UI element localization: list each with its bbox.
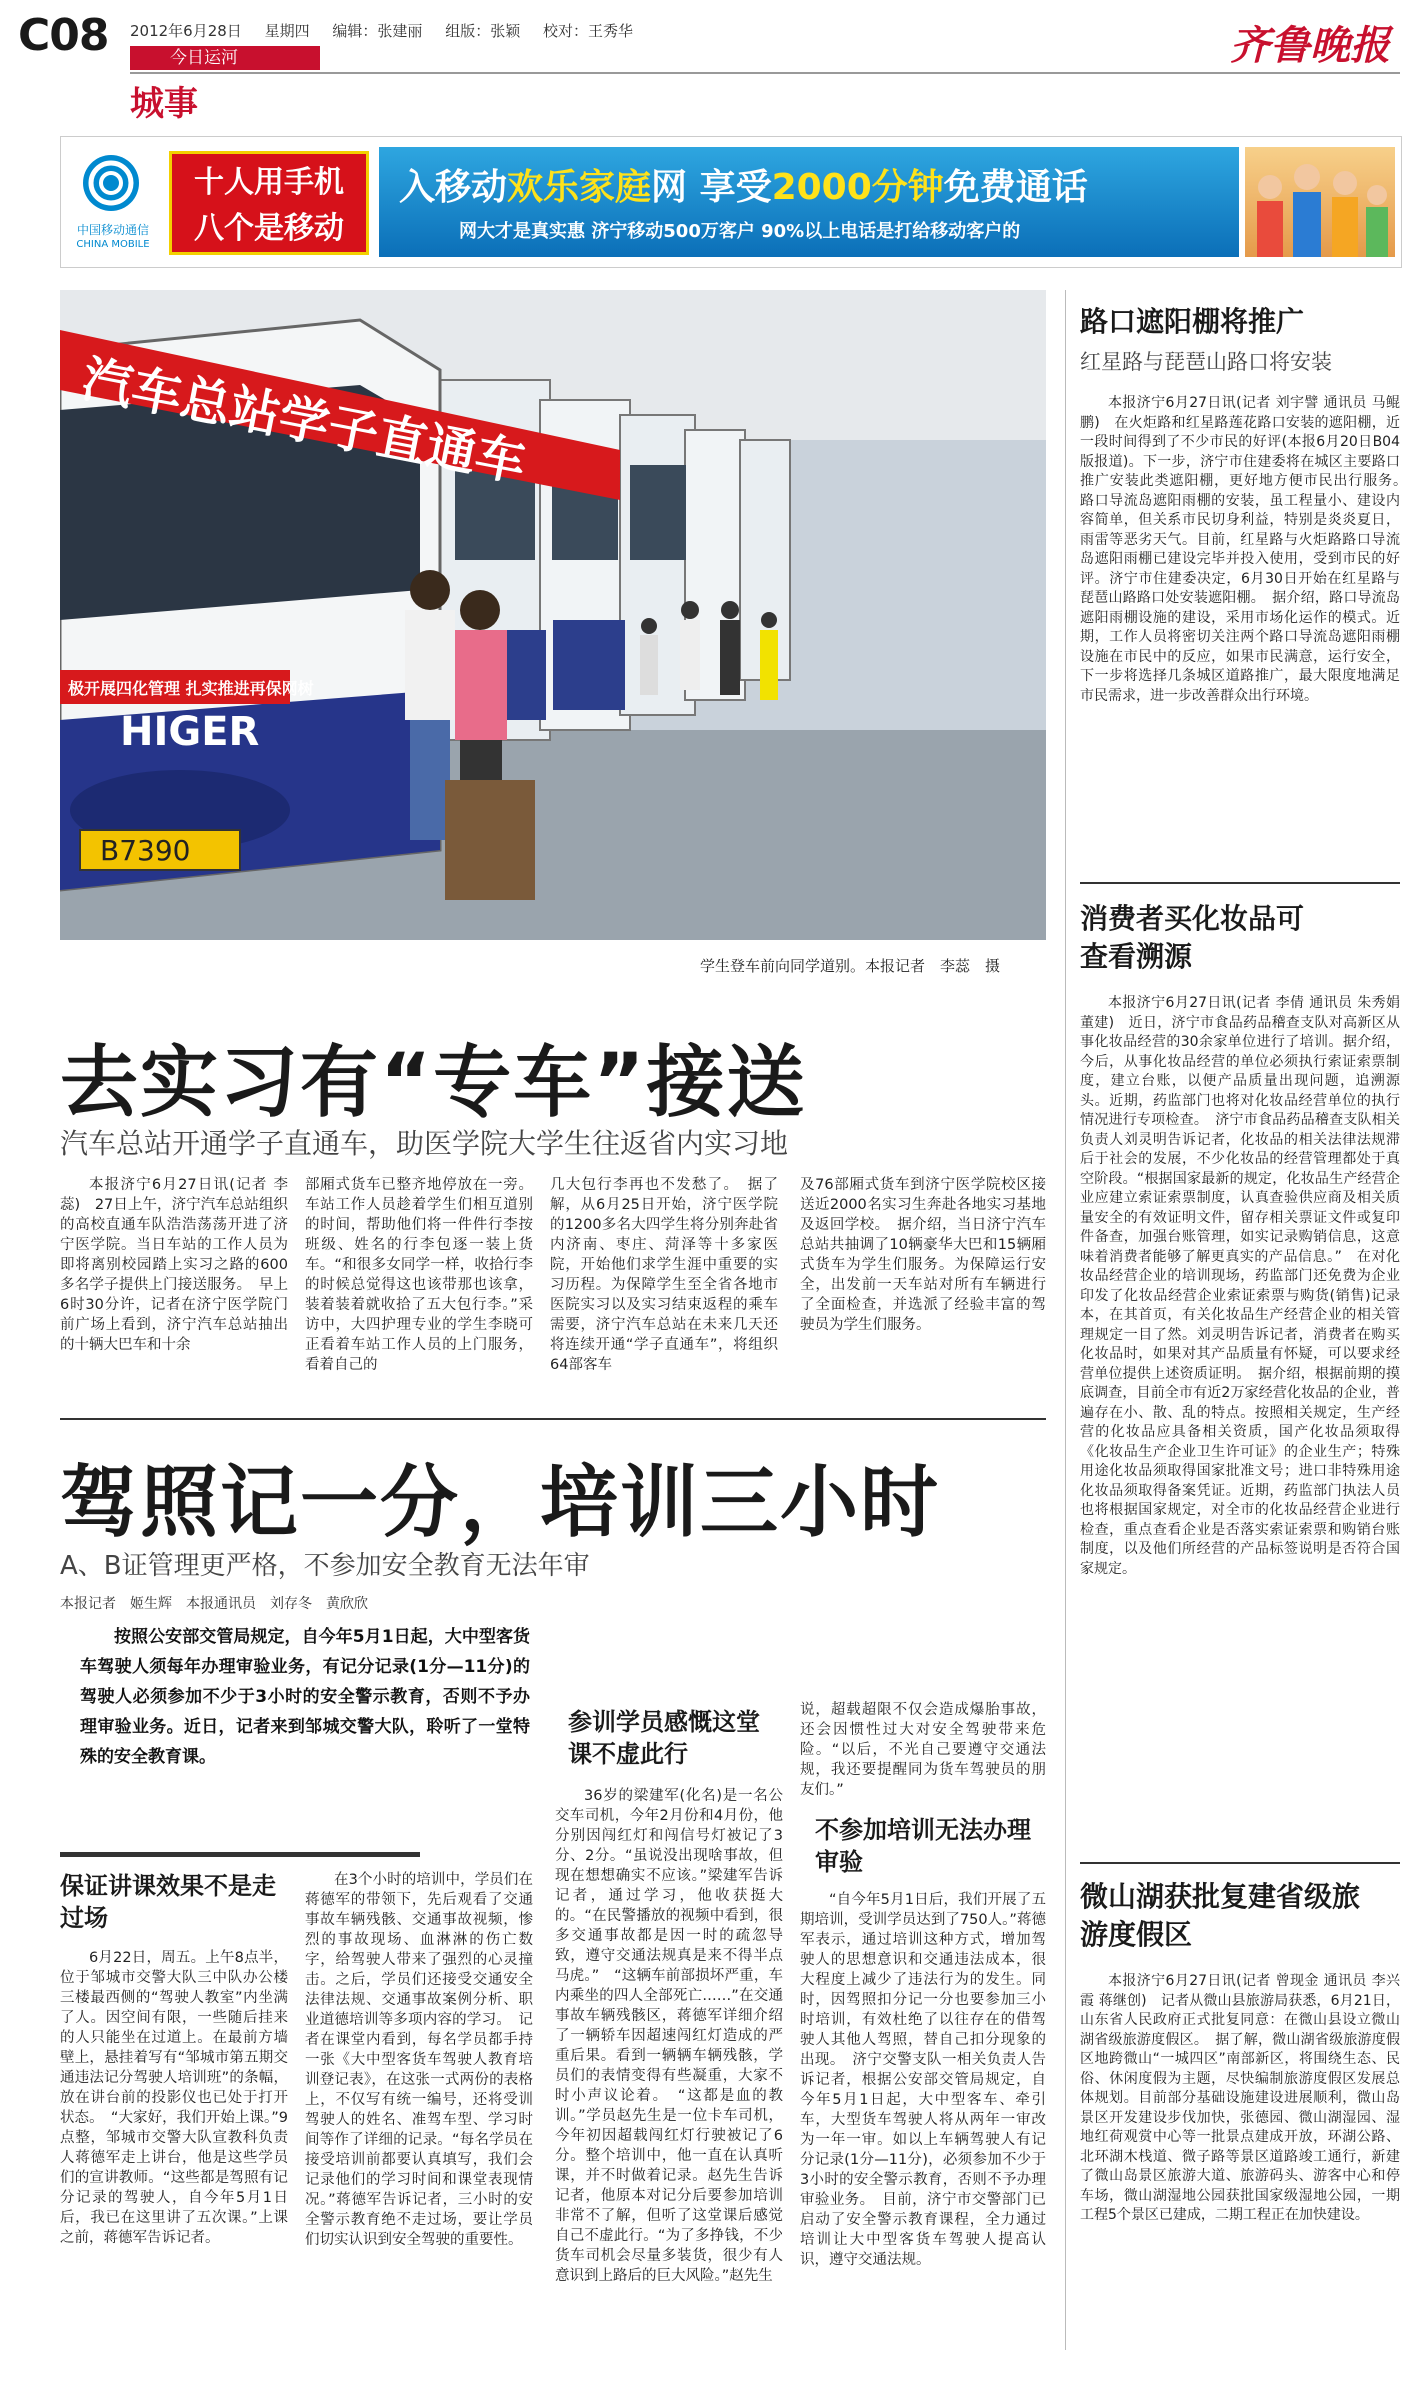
side-story-3 xyxy=(1080,1878,1400,2226)
story2-c4b-text: “自今年5月1日后，我们开展了五期培训，受训学员达到了750人。”蒋德军表示，通过培训这种方式，增加驾驶人的思想意识和交通违法成本，很大程度上减少了违法行为的发生。同时，因驾照扣分记一分也要参加三小时培训，有效杜绝了以往存在的借驾驶人其他人驾照，替自己扣分现象的出现。 济宁交警支队一相关负责人告诉记者，根据公安部交管局规定，自今年5月1日起，大中型客车、牵引车，大型货车驾驶人将从两年一审改为一年一审。如以上车辆驾驶人有记分记录(1分—11分)，必须参加不少于3小时的安全警示教育，否则不予办理审验业务。 目前，济宁市交警部门已启动了安全警示教育课程，全力通过培训让大中型客货车驾驶人提高认识，遵守交通法规。 xyxy=(800,1892,1046,2268)
ad-slogan xyxy=(169,151,369,255)
story1-col4-text: 及76部厢式货车到济宁医学院校区接送近2000名实习生奔赴各地实习基地及返回学校。 据介绍，当日济宁汽车总站共抽调了10辆豪华大巴和15辆厢式货车为学生们服务。为保障运行安全，出发前一天车站对所有车辆进行了全面检查，并选派了经验丰富的驾驶员为学生们服务。 xyxy=(800,1177,1046,1333)
story1-column-3 xyxy=(550,1175,778,1375)
story2-column-4a xyxy=(800,1700,1046,1800)
editor-credit: 编辑：张建丽 xyxy=(332,22,423,40)
story1-column-1 xyxy=(60,1175,288,1355)
ad-headline-pre: 入移动 xyxy=(399,167,508,208)
ad-headline-post: 免费通话 xyxy=(943,167,1088,208)
side1-title: 路口遮阳棚将推广 xyxy=(1080,305,1305,338)
sidebar-divider xyxy=(1065,290,1066,2350)
ad-family-image xyxy=(1245,147,1395,257)
bus-brand-logo: HIGER xyxy=(120,709,260,755)
header-rule xyxy=(130,72,1400,74)
layout-credit: 组版：张颖 xyxy=(445,22,521,40)
issue-weekday: 星期四 xyxy=(264,22,310,40)
story1-column-2 xyxy=(305,1175,533,1375)
ad-slogan-line2: 八个是移动 xyxy=(194,211,344,246)
story2-c2-text: 在3个小时的培训中，学员们在蒋德军的带领下，先后观看了交通事故车辆残骸、交通事故视频，惨烈的事故现场、血淋淋的伤亡数字，给驾驶人带来了强烈的心灵撞击。之后，学员们还接受交通安全法律法规、交通事故案例分析、职业道德培训等多项内容的学习。 记者在课堂内看到，每名学员都手持一张《大中型客货车驾驶人教育培训登记表》，在这张一式两份的表格上，不仅写有统一编号，还将受训驾驶人的姓名、准驾车型、学习时间等作了详细的记录。“每名学员在接受培训前都要认真填写，我们会记录他们的学习时间和课堂表现情况。”蒋德军告诉记者，三小时的安全警示教育绝不走过场，要让学员们切实认识到安全驾驶的重要性。 xyxy=(305,1872,533,2248)
story2-subtitle: A、B证管理更严格，不参加安全教育无法年审 xyxy=(60,1551,590,1581)
china-mobile-logo-icon xyxy=(83,155,139,211)
photo-caption: 学生登车前向同学道别。本报记者 李蕊 摄 xyxy=(700,957,1001,975)
story2-subhead-2: 参训学员感慨这堂课不虚此行 xyxy=(568,1708,760,1768)
story2-column-4b xyxy=(800,1890,1046,2270)
bus-photo xyxy=(60,290,1046,940)
side3-title: 微山湖获批复建省级旅游度假区 xyxy=(1080,1880,1361,1951)
page-code: C08 xyxy=(18,10,109,61)
side-story-1 xyxy=(1080,300,1414,706)
ad-headline-hi: 欢乐家庭 xyxy=(507,167,652,208)
ad-headline-mid: 网 享受 xyxy=(651,167,772,208)
side3-body-text: 本报济宁6月27日讯(记者 曾现金 通讯员 李兴霞 蒋继创) 记者从微山县旅游局获悉，6月21日，山东省人民政府正式批复同意：在微山县设立微山湖省级旅游度假区。 据了解，微山湖省级旅游度假区地跨微山“一城四区”南部新区，将围绕生态、民俗、休闲度假为主题，尽快编制旅游度假区发展总体规划。目前部分基础设施建设进展顺利，微山岛景区开发建设步伐加快，张德园、微山湖湿园、湿地红荷观赏中心等一批景点建成开放，环湖公路、北环湖木栈道、微子路等景区道路竣工通行，新建了微山岛景区旅游大道、旅游码头、游客中心和停车场，微山湖湿地公园获批国家级湿地公园，一期工程5个景区已建成，二期工程正在加快建设。 xyxy=(1080,1973,1400,2223)
ad-subline: 网大才是真实惠 济宁移动500万客户 90%以上电话是打给移动客户的 xyxy=(459,221,1021,242)
side-divider-1 xyxy=(1080,882,1400,884)
story2-column-3 xyxy=(555,1786,783,2286)
ad-headline-hi2: 2000分钟 xyxy=(771,167,944,208)
bus-plate-number: B7390 xyxy=(100,834,191,867)
story1-col3-text: 几大包行李再也不发愁了。 据了解，从6月25日开始，济宁医学院的1200多名大四学生将分别奔赴省内济南、枣庄、菏泽等十多家医院，开始他们求学生涯中重要的实习历程。为保障学生至全省各地市医院实习以及实习结束返程的乘车需要，济宁汽车总站在未来几天还将连续开通“学子直通车”，将组织64部客车 xyxy=(550,1177,778,1373)
story1-column-4 xyxy=(800,1175,1046,1335)
page-meta xyxy=(130,20,651,41)
side1-body xyxy=(1080,394,1414,706)
photo-banner-text: 汽车总站学子直通车 xyxy=(77,349,531,493)
side3-body xyxy=(1080,1972,1400,2226)
story2-byline: 本报记者 姬生辉 本报通讯员 刘存冬 黄欣欣 xyxy=(60,1596,368,1612)
ad-headline xyxy=(399,159,1088,210)
side1-body-text: 本报济宁6月27日讯(记者 刘宇譬 通讯员 马鲲鹏) 在火炬路和红星路莲花路口安装的遮阳棚，近一段时间得到了不少市民的好评(本报6月20日B04版报道)。下一步，济宁市住建委将在城区主要路口推广安装此类遮阳棚，更好地方便市民出行服务。 路口导流岛遮阳雨棚的安装，虽工程量小、建设内容简单，但关系市民切身利益，特别是炎炎夏日，雨雷等恶劣天气。目前，红星路与火炬路路口导流岛遮阳雨棚已建设完毕并投入使用，受到市民的好评。济宁市住建委决定，6月30日开始在红星路与琵琶山路路口处安装遮阳棚。 据介绍，路口导流岛遮阳雨棚设施的建设，采用市场化运作的模式。近期，工作人员将密切关注两个路口导流岛遮阳雨棚设施在市民中的反应，如果市民满意，运行安全，下一步将选择几条城区道路推广，最大限度地满足市民需求，进一步改善群众出行环境。 xyxy=(1080,395,1414,704)
story2-title: 驾照记一分，培训三小时 xyxy=(60,1458,941,1548)
china-mobile-ad[interactable] xyxy=(60,136,1402,268)
side2-body-text: 本报济宁6月27日讯(记者 李倩 通讯员 朱秀娟 董建) 近日，济宁市食品药品稽查支队对高新区从事化妆品经营的30余家单位进行了培训。据介绍，今后，从事化妆品经营的单位必须执行索证索票制度，建立台账，以便产品质量出现问题，追溯源头。近期，药监部门也将对化妆品经营单位的执行情况进行专项检查。 济宁市食品药品稽查支队相关负责人刘灵明告诉记者，化妆品的相关法律法规滞后于社会的发展，不少化妆品的经营管理都处于真空阶段。“根据国家最新的规定，化妆品生产经营企业应建立索证索票制度，认真查验供应商及相关质量安全的有效证明文件，留存相关票证文件或复印件备查，加强台账管理，如实记录购销信息，这意味着消费者能够了解更真实的产品信息。” 在对化妆品经营企业的培训现场，药监部门还免费为企业印发了化妆品经营企业索证索票与购货(销售)记录本，在其首页，有关化妆品生产经营企业的相关管理规定一目了然。刘灵明告诉记者，消费者在购买化妆品时，如果对其产品质量有怀疑，可以要求经营单位提供上述资质证明。 据介绍，根据前期的摸底调查，目前全市有近2万家经营化妆品的企业，普遍存在小、散、乱的特点。按照相关规定，生产经营的化妆品应具备相关资质，国产化妆品须取得《化妆品生产企业卫生许可证》的企业生产；特殊用途化妆品须取得国家批准文号；进口非特殊用途化妆品须取得备案凭证。近期，药监部门执法人员也将根据国家规定，对全市的化妆品经营企业进行检查，重点查看企业是否落实索证索票和购销台账制度，以及他们所经营的产品标签说明是否符合国家规定。 xyxy=(1080,995,1400,1577)
story1-col2-text: 部厢式货车已整齐地停放在一旁。车站工作人员趁着学生们相互道别的时间，帮助他们将一件件行李按班级、姓名的行李包逐一装上货车。“和很多女同学一样，收拾行李的时候总觉得这也该带那也该拿，装着装着就收拾了五大包行李。”采访中，大四护理专业的学生李晓可正看着车站工作人员的上门服务，看着自己的 xyxy=(305,1177,533,1373)
story1-subtitle: 汽车总站开通学子直通车，助医学院大学生往返省内实习地 xyxy=(60,1127,789,1160)
side2-title: 消费者买化妆品可查看溯源 xyxy=(1080,902,1305,973)
section-tag: 今日运河 xyxy=(130,46,320,70)
side-story-2 xyxy=(1080,900,1400,1579)
lead-rule xyxy=(60,1852,420,1857)
story2-lead-text: 按照公安部交管局规定，自今年5月1日起，大中型客货车驾驶人须每年办理审验业务，有记分记录(1分—11分)的驾驶人必须参加不少于3小时的安全警示教育，否则不予办理审验业务。近日，记者来到邹城交警大队，聆听了一堂特殊的安全教育课。 xyxy=(80,1627,530,1767)
story2-subhead-1: 保证讲课效果不是走过场 xyxy=(60,1872,276,1932)
ad-logo xyxy=(61,137,161,267)
section-title: 城事 xyxy=(130,84,198,124)
story1-title: 去实习有“专车”接送 xyxy=(60,1038,807,1128)
story2-column-1 xyxy=(60,1948,288,2248)
side-divider-2 xyxy=(1080,1862,1400,1864)
newspaper-brand: 齐鲁晚报 xyxy=(1230,22,1390,69)
ad-logo-cn: 中国移动通信 xyxy=(76,223,149,237)
photo-banner2-text: 极开展四化管理 扎实推进再保网树 xyxy=(68,679,314,698)
story2-c4a-text: 说，超载超限不仅会造成爆胎事故，还会因惯性过大对安全驾驶带来危险。“以后，不光自己要遵守交通法规，我还要提醒同为货车驾驶员的朋友们。” xyxy=(800,1702,1046,1798)
issue-date: 2012年6月28日 xyxy=(130,22,242,40)
ad-logo-en: CHINA MOBILE xyxy=(76,239,150,250)
story2-c1-text: 6月22日，周五。上午8点半，位于邹城市交警大队三中队办公楼三楼最西侧的“驾驶人教室”内坐满了人。因空间有限，一些随后挂来的人只能坐在过道上。在最前方墙壁上，悬挂着写有“邹城市第五期交通违法记分驾驶人培训班”的条幅，放在讲台前的投影仪也已处于打开状态。 “大家好，我们开始上课。”9点整，邹城市交警大队宣教科负责人蒋德军走上讲台，他是这些学员们的宣讲教师。“这些都是驾照有记分记录的驾驶人，自今年5月1日后，我已在这里讲了五次课。”上课之前，蒋德军告诉记者。 xyxy=(60,1950,288,2246)
story2-c3-text: 36岁的梁建军(化名)是一名公交车司机，今年2月份和4月份，他分别因闯红灯和闯信号灯被记了3分、2分。“虽说没出现啥事故，但现在想想确实不应该。”梁建军告诉记者，通过学习，他收获挺大的。“在民警播放的视频中看到，很多交通事故都是因一时的疏忽导致，遵守交通法规真是来不得半点马虎。” “这辆车前部损坏严重，车内乘坐的四人全部死亡……”在交通事故车辆残骸区，蒋德军详细介绍了一辆轿车因超速闯红灯造成的严重后果。看到一辆辆车辆残骸，学员们的表情变得有些凝重，大家不时小声议论着。 “这都是血的教训。”学员赵先生是一位卡车司机，今年初因超载闯红灯行驶被记了6分。整个培训中，他一直在认真听课，并不时做着记录。赵先生告诉记者，他原本对记分后要参加培训非常不了解，但听了这堂课后感觉自己不虚此行。“为了多挣钱，不少货车司机会尽量多装货，很少有人意识到上路后的巨大风险。”赵先生 xyxy=(555,1788,783,2284)
ad-slogan-line1: 十人用手机 xyxy=(194,165,344,200)
ad-headline-panel xyxy=(379,147,1239,257)
side1-subtitle: 红星路与琵琶山路口将安装 xyxy=(1080,350,1332,374)
proof-credit: 校对：王秀华 xyxy=(542,22,633,40)
side2-body xyxy=(1080,994,1400,1579)
story-divider xyxy=(60,1418,1046,1420)
story2-lead xyxy=(80,1622,530,1772)
story2-subhead-3: 不参加培训无法办理审验 xyxy=(815,1816,1031,1876)
story1-col1-text: 本报济宁6月27日讯(记者 李蕊) 27日上午，济宁汽车总站组织的高校直通车队浩浩荡荡开进了济宁医学院。当日车站的工作人员为即将离别校园踏上实习之路的600多名学子提供上门接送服务。 早上6时30分许，记者在济宁医学院门前广场上看到，济宁汽车总站抽出的十辆大巴车和十余 xyxy=(60,1177,288,1353)
story2-column-2 xyxy=(305,1870,533,2250)
